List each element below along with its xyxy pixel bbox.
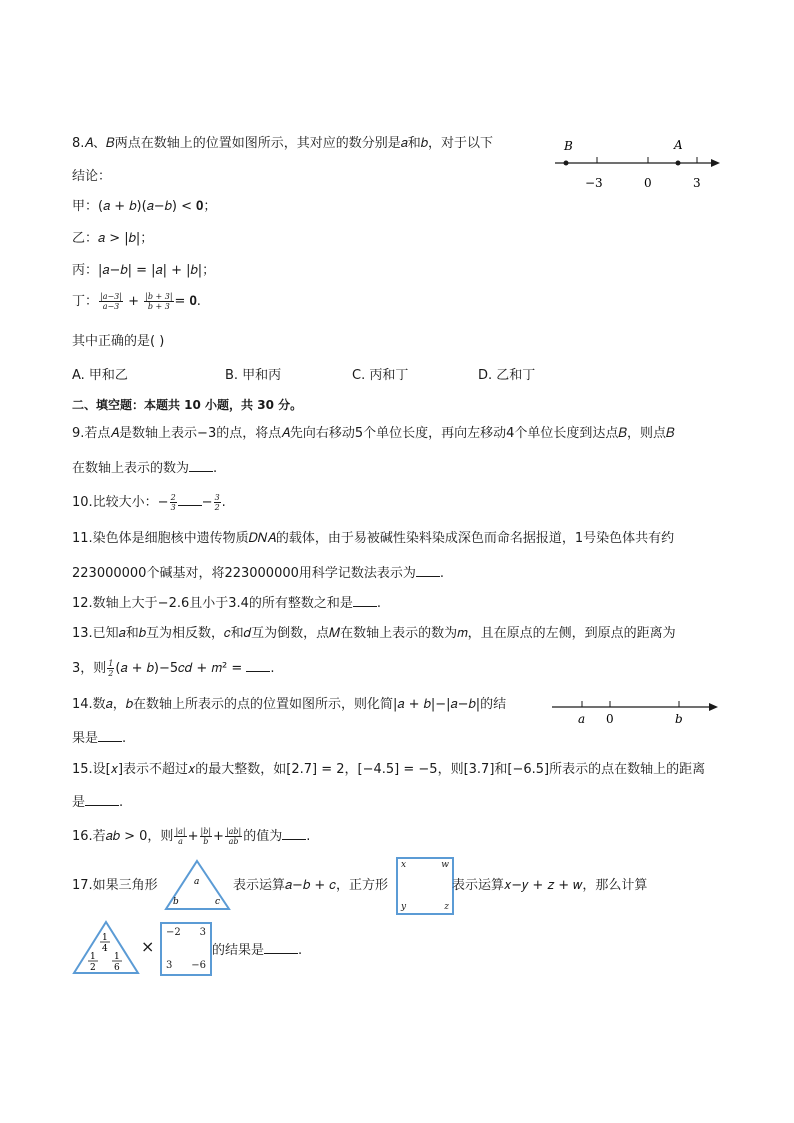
q17-prefix: 17.如果三角形 bbox=[72, 878, 158, 893]
q14-line1: 14.数𝑎，𝑏在数轴上所表示的点的位置如图所示，则化简|𝑎 + 𝑏|−|𝑎−𝑏|的结 bbox=[72, 697, 507, 712]
label-0: 0 bbox=[606, 712, 614, 726]
q8-number-line bbox=[550, 130, 730, 195]
q11-line1: 11.染色体是细胞核中遗传物质𝐷𝑁𝐴的载体，由于易被碱性染料染成深色而命名据报道，1号染色体共有约 bbox=[72, 531, 675, 546]
ding-prefix: 丁： bbox=[72, 294, 99, 309]
label-A: 𝐴 bbox=[674, 138, 683, 152]
q17-triangle-values bbox=[72, 920, 140, 976]
q10-fraction-2: $\frac{3}{2}$ bbox=[214, 493, 220, 512]
q10-fraction-1: $\frac{2}{3}$ bbox=[170, 493, 176, 512]
q16-fraction-2: $\frac{\text{|𝑏|}}{\text{𝑏}}$ bbox=[200, 827, 212, 846]
svg-text:1: 1 bbox=[114, 952, 120, 962]
q14-line2: 果是 . bbox=[72, 728, 126, 748]
q8-line1: 8.𝐴、𝐵两点在数轴上的位置如图所示，其对应的数分别是𝑎和𝑏，对于以下 bbox=[72, 136, 494, 151]
q15-answer-blank[interactable] bbox=[85, 792, 119, 806]
q16-line: 16.若𝑎𝑏 > 0，则 $\frac{\text{|𝑎|}}{\text{𝑎}}$ + $\frac{\text{|𝑏|}}{\text{𝑏}}$ + $\frac{\text{|𝑎𝑏|}}{\text{𝑎𝑏}}$ 的值为 . bbox=[72, 827, 311, 846]
q8-statement-bing: 丙：|𝑎−𝑏| = |𝑎| + |𝑏|； bbox=[72, 263, 216, 278]
svg-text:2: 2 bbox=[90, 963, 96, 973]
q9-line1: 9.若点𝐴是数轴上表示−3的点，将点𝐴先向右移动5个单位长度，再向左移动4个单位长度到达点𝐵，则点𝐵 bbox=[72, 426, 675, 441]
q13-answer-blank[interactable] bbox=[246, 658, 270, 672]
q17-answer-blank[interactable] bbox=[264, 940, 298, 954]
q9-answer-blank[interactable] bbox=[189, 458, 213, 472]
label-a: 𝑎 bbox=[578, 712, 586, 726]
option-c: C. 丙和丁 bbox=[352, 368, 409, 383]
q17-square-template: x w y z bbox=[396, 857, 454, 915]
svg-text:a: a bbox=[194, 877, 200, 887]
q8-statement-ding bbox=[72, 292, 201, 311]
label-B: 𝐵 bbox=[564, 139, 573, 153]
q17-result-line: 的结果是 . bbox=[212, 940, 302, 960]
q8-statement-yi: 乙：𝑎 > |𝑏|； bbox=[72, 231, 154, 246]
svg-text:6: 6 bbox=[114, 963, 120, 973]
point-b bbox=[564, 161, 569, 166]
option-d: D. 乙和丁 bbox=[478, 368, 536, 383]
q17-triangle-template bbox=[163, 858, 233, 913]
q13-fraction: $\frac{1}{2}$ bbox=[108, 659, 114, 678]
q11-answer-blank[interactable] bbox=[416, 563, 440, 577]
q16-fraction-1: $\frac{\text{|𝑎|}}{\text{𝑎}}$ bbox=[175, 827, 186, 846]
q8-question: 其中正确的是( ) bbox=[72, 334, 165, 349]
tick-3: 3 bbox=[693, 176, 701, 190]
point-a bbox=[676, 161, 681, 166]
q16-fraction-3: $\frac{\text{|𝑎𝑏|}}{\text{𝑎𝑏}}$ bbox=[225, 827, 242, 846]
tick-0: 0 bbox=[644, 176, 652, 190]
option-a: A. 甲和乙 bbox=[72, 368, 128, 383]
q12-answer-blank[interactable] bbox=[353, 593, 377, 607]
option-b: B. 甲和丙 bbox=[225, 368, 282, 383]
q17-mid1: 表示运算𝑎−𝑏 + 𝑐，正方形 bbox=[233, 878, 388, 893]
svg-text:1: 1 bbox=[102, 933, 108, 943]
q14-answer-blank[interactable] bbox=[98, 728, 122, 742]
q8-statement-jia: 甲：(𝑎 + 𝑏)(𝑎−𝑏) < 𝟎； bbox=[72, 199, 217, 214]
q17-square-values: −2 3 3 −6 bbox=[160, 922, 212, 976]
q11-line2: 223000000个碱基对，将223000000用科学记数法表示为 . bbox=[72, 563, 444, 583]
q9-line2: 在数轴上表示的数为 . bbox=[72, 458, 217, 478]
ding-plus: + bbox=[128, 294, 140, 309]
times-sign: × bbox=[141, 937, 155, 956]
q12-line: 12.数轴上大于−2.6且小于3.4的所有整数之和是 . bbox=[72, 593, 381, 613]
section-2-heading: 二、填空题：本题共 10 小题，共 30 分。 bbox=[72, 398, 303, 412]
q8-line2: 结论： bbox=[72, 169, 112, 184]
svg-text:1: 1 bbox=[90, 952, 96, 962]
q13-line2: 3，则 $\frac{1}{2}$ (𝑎 + 𝑏)−5𝑐𝑑 + 𝑚² = . bbox=[72, 659, 275, 678]
label-b: 𝑏 bbox=[675, 712, 683, 726]
q14-number-line bbox=[550, 695, 725, 730]
ding-fraction-2: $\frac{\text{|𝑏 + 3|}}{\text{𝑏 + 3}}$ bbox=[145, 292, 173, 311]
q17-mid2: 表示运算𝑥−𝑦 + 𝑧 + 𝑤，那么计算 bbox=[452, 878, 648, 893]
ding-fraction-1: $\frac{\text{|𝑎−3|}}{\text{𝑎−3}}$ bbox=[100, 292, 122, 311]
ding-suffix: = 𝟎. bbox=[174, 294, 201, 309]
svg-text:4: 4 bbox=[102, 944, 108, 954]
svg-text:b: b bbox=[173, 897, 179, 907]
q15-line2: 是 . bbox=[72, 792, 123, 812]
q10-line: 10.比较大小：− $\frac{2}{3}$ − $\frac{3}{2}$ . bbox=[72, 493, 226, 512]
tick-neg3: −3 bbox=[585, 176, 603, 190]
q10-answer-blank[interactable] bbox=[178, 492, 202, 506]
q15-line1: 15.设[𝑥]表示不超过𝑥的最大整数，如[2.7] = 2，[−4.5] = −5，则[3.7]和[−6.5]所表示的点在数轴上的距离 bbox=[72, 762, 706, 777]
svg-text:c: c bbox=[215, 897, 221, 907]
q13-line1: 13.已知𝑎和𝑏互为相反数，𝑐和𝑑互为倒数，点𝑀在数轴上表示的数为𝑚，且在原点的左侧，到原点的距离为 bbox=[72, 626, 676, 641]
q16-answer-blank[interactable] bbox=[282, 826, 306, 840]
